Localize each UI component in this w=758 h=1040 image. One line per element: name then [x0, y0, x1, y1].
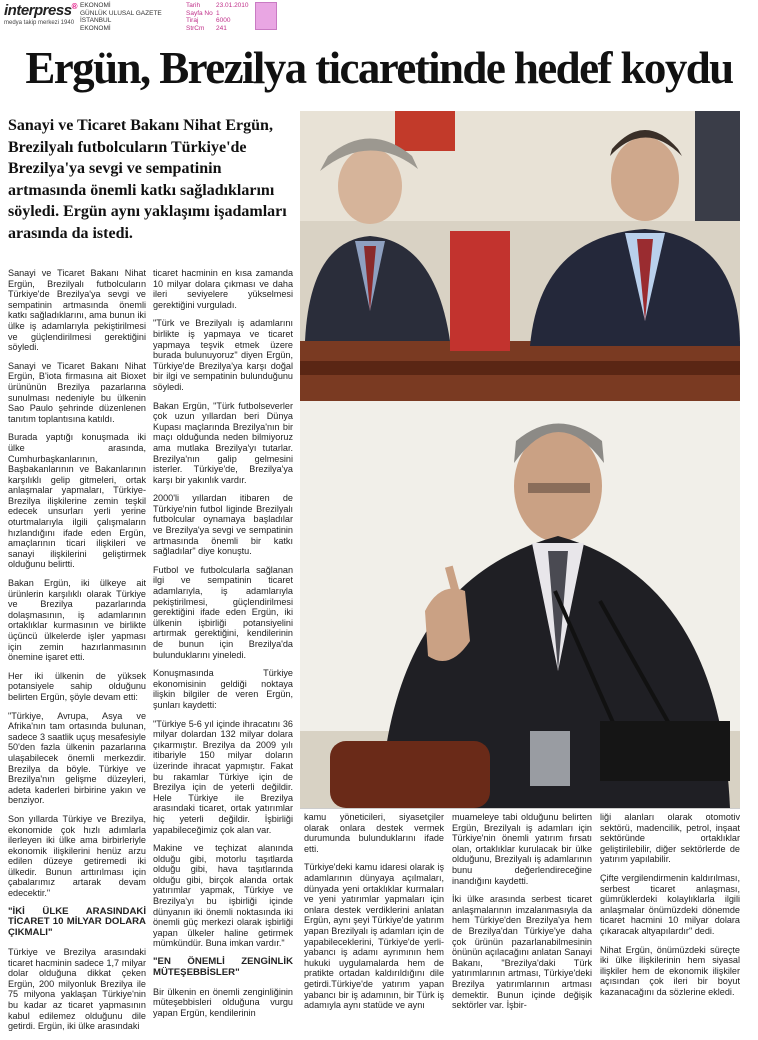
paragraph: ticaret hacminin en kısa zamanda 10 milyar dolara çıkması ve daha ileri seviyelere yükselmesi gerektiğini vurguladı.: [153, 268, 293, 310]
article-lead: Sanayi ve Ticaret Bakanı Nihat Ergün, Brezilyalı futbolcuların Türkiye'de Brezilya'ya sevgi ve sempatinin artmasında önemli katkı sağladıklarını söyledi. Ergün aynı yaklaşımı işadamları arasında da istedi.: [8, 117, 287, 242]
paragraph: Burada yaptığı konuşmada iki ülke arasında, Cumhurbaşkanlarının, Başbakanlarının ve Bakanlarının karşılıklı gelip gitmeleri, ortak anlaşmalar yapmaları, Türkiye-Brezilya ilişkilerine zemin teşkil edecek unsurları yerli yerine oturtmalarıyla ilgili çalışmaların hızlandığını ifade eden Ergün, amaçlarının ticari ilişkileri ve sanayi ilişkilerini geliştirmek olduğunu belirtti.: [8, 432, 146, 570]
paragraph: Nihat Ergün, önümüzdeki süreçte iki ülke ilişkilerinin hem siyasal ilişkiler hem de ekonomik ilişkiler açısından çok ileri bir boyut kazanacağını da sözlerine ekledi.: [600, 944, 740, 997]
paragraph: "Türk ve Brezilyalı iş adamlarını birlikte iş yapmaya ve ticaret yapmaya teşvik etmek üzere burada bulunuyoruz" diyen Ergün, Türkiye'de Brezilya'ya karşı doğal bir ilgi ve sempatinin bulunduğunu söyledi.: [153, 318, 293, 392]
paragraph: Bakan Ergün, "Türk futbolseverler çok uzun yıllardan beri Dünya Kupası maçlarında Brezilya'nın bir maçı olduğunda neden bilmiyoruz ama mutlaka Brezilya'yı tutarlar. Brezilya'nın galip gelmesini isterler. Türkiye'de, Brezilya'ya karşı bir yakınlık vardır.: [153, 400, 293, 485]
news-photo: [300, 111, 740, 808]
divider: [300, 808, 740, 809]
paragraph: Çifte vergilendirmenin kaldırılması, serbest ticaret anlaşması, gümrüklerdeki kolaylıklarla ilgili anlaşmalar önümüzdeki dönemde ticaret hacmini 10 milyar dolara çıkaracak altyapılardır" dedi.: [600, 872, 740, 936]
article-column-5: [600, 812, 740, 1006]
article-headline: Ergün, Brezilya ticaretinde hedef koydu: [25, 43, 733, 93]
paragraph: Türkiye'deki kamu idaresi olarak iş adamlarının dünyaya açılmaları, dünyada yeni ortaklıklar kurmaları ve yeni yatırımlar yapmaları için onlara destek verdiklerini anlatan Ergün, aynı şeyi Türkiye'de yatırım yapan Brezilyalı iş adamları için de yapabileceklerini, Türkiye'de yerli-yabancı iş adamı ayrımının hem hukuki uygulamalarda hem de pratikte ortadan kaldırıldığını dile getirdi.Türkiye'de yatırım yapan yabancı bir iş adamının, bir Türk iş adamıyla aynı statüde ve aynı: [304, 862, 445, 1011]
paragraph: Türkiye ve Brezilya arasındaki ticaret hacminin sadece 1,7 milyar dolar olduğuna dikkat çeken Ergün, 200 milyonluk Brezilya ile 75 milyona yaklaşan Türkiye'nin bu kadar az ticaret yapmasının kabul edilemez olduğunu dile getirdi. Ergün, iki ülke arasındaki: [8, 947, 146, 1032]
subheading: "İKİ ÜLKE ARASINDAKİ TİCARET 10 MİLYAR DOLARA ÇIKMALI": [8, 905, 146, 939]
paragraph: Makine ve teçhizat alanında olduğu gibi, motorlu taşıtlarda olduğu gibi, hava taşıtlarında olduğu gibi, birçok alanda ortak yatırımlar yapmak, Türkiye ve Brezilya'yı bu işbirliği içinde dünyanın iki önemli noktasında iki önemli güç merkezi olarak işbirliği yapan ülkeler haline getirmek mümkündür. Buna imkan vardır.": [153, 843, 293, 949]
paragraph: Konuşmasında Türkiye ekonomisinin geldiği noktaya ilişkin bilgiler de veren Ergün, şunları kaydetti:: [153, 668, 293, 710]
color-swatch: [255, 2, 277, 30]
article-column-4: [452, 812, 592, 1019]
subheading: "EN ÖNEMLİ ZENGİNLİK MÜTEŞEBBİSLER": [153, 956, 293, 978]
article-column-1: [8, 268, 146, 1040]
paragraph: "Türkiye, Avrupa, Asya ve Afrika'nın tam ortasında bulunan, sadece 3 saatlik uçuş mesafesiyle 50'den fazla ülkenin pazarlarına ulaşabilecek önemli merkezdir. Brezilya da böyle. Türkiye ve Brezilya'nın gelişme düzeyleri, adeta kaderleri birbirine yakın ve benziyor.: [8, 710, 146, 806]
paragraph: Sanayi ve Ticaret Bakanı Nihat Ergün, Brezilyalı futbolcuların Türkiye'de Brezilya'ya sevgi ve sempatinin artmasında önemli katkı sağladıklarını, ama bunun iki ülke iş adamlarıyla pekiştirilmesi ve güçlendirilmesi gerektiğini söyledi.: [8, 268, 146, 353]
paragraph: Bakan Ergün, iki ülkeye ait ürünlerin karşılıklı olarak Türkiye ve Brezilya pazarlarında dolaşmasının, iş adamlarının ortaklıklar kurmasının ve birlikte üçüncü ülkelerde işler yapması için zemin hazırlanmasının önemine işaret etti.: [8, 578, 146, 663]
paragraph: kamu yöneticileri, siyasetçiler olarak onlara destek vermek durumunda bulunduklarını ifade etti.: [304, 812, 444, 854]
article-column-3: [304, 812, 444, 1019]
publication-info: EKONOMİ GÜNLÜK ULUSAL GAZETE İSTANBUL EKONOMİ: [80, 2, 162, 32]
logo-subtitle: medya takip merkezi 1940: [4, 20, 75, 26]
paragraph: Sanayi ve Ticaret Bakanı Nihat Ergün, B'iota firmasına ait Bioxet ürününün Brezilya pazarlarına sunulması nedeniyle bu ülkenin Sao Paulo şehrinde düzenlenen tanıtım toplantısına katıldı.: [8, 360, 146, 424]
interpress-logo: interpress®: [4, 2, 77, 19]
paragraph: Bir ülkenin en önemli zenginliğinin müteşebbisleri olduğuna vurgu yapan Ergün, kendilerinin: [153, 986, 293, 1018]
paragraph: muameleye tabi olduğunu belirten Ergün, Brezilyalı iş adamları için Türkiye'nin önemli yatırım fırsatı olan, ortaklıklar kurulacak bir ülke olduğunu, Brezilyalı iş adamlarının bunu değerlendireceğine inandığını kaydetti.: [452, 812, 592, 886]
article-column-2: [153, 268, 293, 1026]
paragraph: Son yıllarda Türkiye ve Brezilya, ekonomide çok hızlı adımlarla ilerleyen iki ülke ama birbirleriyle ekonomik ilişkilerini henüz arzu edilen düzeye getiremedi iki ülkedir. Bunun arttırılması için çabalarımız artarak devam edecektir.": [8, 813, 146, 899]
paragraph: İki ülke arasında serbest ticaret anlaşmalarının imzalanmasıyla da hem Türkiye'den Brezilya'ya hem de Brezilya'dan Türkiye'ye daha çok ürünün pazarlanabilmesinin önünün açılacağını anlatan Sanayi Bakanı, "Brezilya'daki Türk yatırımlarının artması, Türkiye'deki Brezilya yatırımlarının artması demektir. Bunun içinde değişik sektörler var. İşbir-: [452, 894, 592, 1011]
paragraph: "Türkiye 5-6 yıl içinde ihracatını 36 milyar dolardan 132 milyar dolara çıkarmıştır. Brezilya da 2009 yılı itibariyle 150 milyar doların üzerinde ihracat yapmıştır. Fakat bu rakamlar Türkiye için de Brezilya için de yeterli değildir. Hele Türkiye ile Brezilya arasındaki ticaret, ortak yatırımlar hiç yeterli değildir. İşbirliği yapabileceğimiz çok alan var.: [153, 718, 293, 835]
paragraph: liği alanları olarak otomotiv sektörü, madencilik, petrol, inşaat sektöründe ortaklıklar geliştirilebilir, diğer sektörlerde de yatırım yapılabilir.: [600, 812, 740, 865]
paragraph: 2000'li yıllardan itibaren de Türkiye'nin futbol liginde Brezilyalı futbolcular oynamaya başladılar ve Brezilya'ya sevgi ve sempatinin artmasında önemli bir katkı sağladılar" diye konuştu.: [153, 493, 293, 557]
meta-values: 23.01.2010 1 6000 241: [216, 2, 249, 32]
paragraph: Her iki ülkenin de yüksek potansiyele sahip olduğunu belirten Ergün, şöyle devam etti:: [8, 670, 146, 702]
paragraph: Futbol ve futbolcularla sağlanan ilgi ve sempatinin ticaret adamlarıyla, iş adamlarıyla pekiştirilmesi, güçlendirilmesi gerektiğini ifade eden Ergün, iki ülkenin işbirliği potansiyelini artırmak gerektiğini, kendilerinin de bunun için Brezilya'da bulunduklarını yineledi.: [153, 564, 293, 660]
clipping-header: [0, 0, 758, 40]
meta-labels: Tarih Sayfa No Tiraj StrCm: [186, 2, 213, 32]
